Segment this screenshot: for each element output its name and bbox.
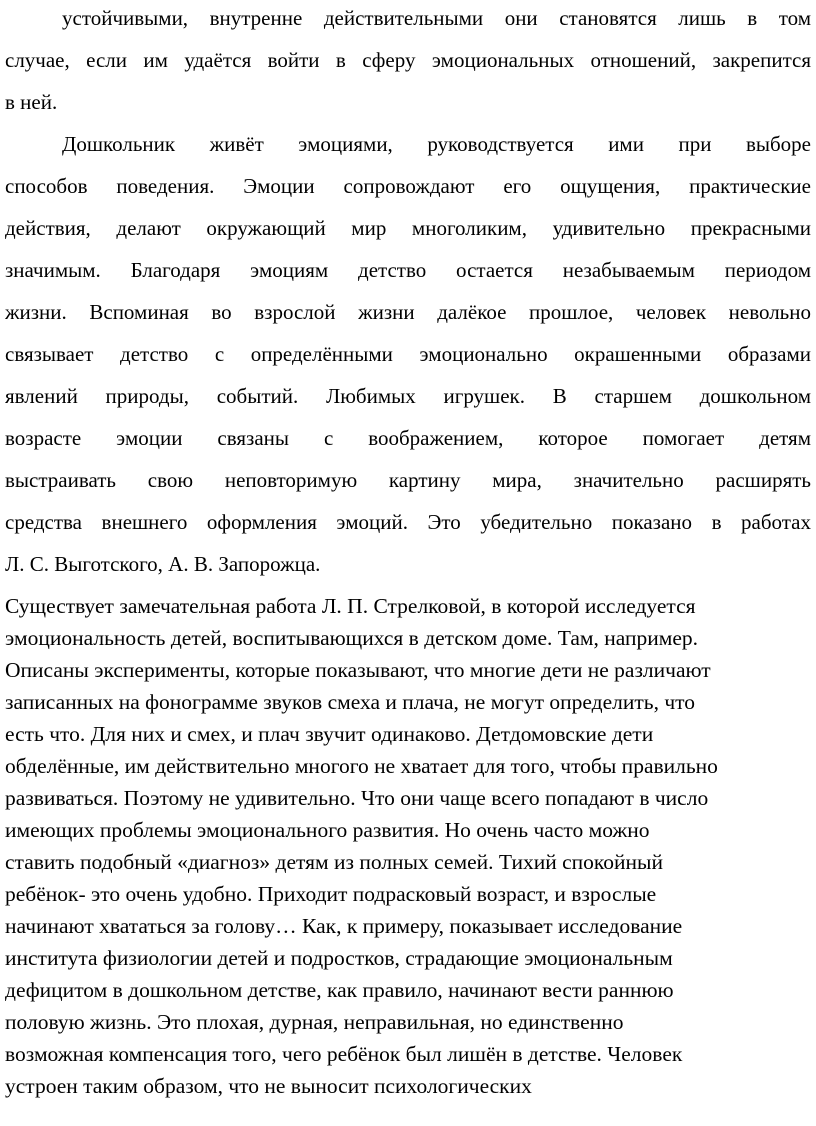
text-line: средства внешнего оформления эмоций. Это убедительно показано в работах: [5, 510, 811, 534]
text-line: значимым. Благодаря эмоциям детство остается незабываемым периодом: [5, 258, 811, 282]
text-line: связывает детство с определёнными эмоционально окрашенными образами: [5, 342, 811, 366]
text-line: развиваться. Поэтому не удивительно. Что они чаще всего попадают в число: [5, 786, 709, 810]
text-line: Описаны эксперименты, которые показывают, что многие дети не различают: [5, 658, 711, 682]
text-line: возрасте эмоции связаны с воображением, которое помогает детям: [5, 426, 811, 450]
text-line: Дошкольник живёт эмоциями, руководствуется ими при выборе: [62, 132, 811, 156]
text-line: записанных на фонограмме звуков смеха и плача, не могут определить, что: [5, 690, 696, 714]
text-line: ставить подобный «диагноз» детям из полных семей. Тихий спокойный: [5, 850, 663, 874]
text-line: явлений природы, событий. Любимых игрушек. В старшем дошкольном: [5, 384, 811, 408]
text-line: Л. С. Выготского, А. В. Запорожца.: [5, 552, 321, 576]
text-line: выстраивать свою неповторимую картину мира, значительно расширять: [5, 468, 811, 492]
text-line: дефицитом в дошкольном детстве, как правило, начинают вести раннюю: [5, 978, 674, 1002]
text-line: эмоциональность детей, воспитывающихся в детском доме. Там, например.: [5, 626, 699, 650]
text-line: института физиологии детей и подростков, страдающие эмоциональным: [5, 946, 673, 970]
text-line: способов поведения. Эмоции сопровождают его ощущения, практические: [5, 174, 811, 198]
text-line: действия, делают окружающий мир многоликим, удивительно прекрасными: [5, 216, 811, 240]
text-line: в ней.: [5, 90, 58, 114]
text-line: Существует замечательная работа Л. П. Стрелковой, в которой исследуется: [5, 594, 696, 618]
text-line: половую жизнь. Это плохая, дурная, неправильная, но единственно: [5, 1010, 624, 1034]
text-line: есть что. Для них и смех, и плач звучит одинаково. Детдомовские дети: [5, 722, 654, 746]
text-line: жизни. Вспоминая во взрослой жизни далёкое прошлое, человек невольно: [5, 300, 811, 324]
text-line: ребёнок- это очень удобно. Приходит подрасковый возраст, и взрослые: [5, 882, 657, 906]
text-line: обделённые, им действительно многого не хватает для того, чтобы правильно: [5, 754, 718, 778]
text-line: устойчивыми, внутренне действительными они становятся лишь в том: [62, 6, 811, 30]
text-line: случае, если им удаётся войти в сферу эмоциональных отношений, закрепится: [5, 48, 811, 72]
text-line: имеющих проблемы эмоционального развития. Но очень часто можно: [5, 818, 650, 842]
text-line: устроен таким образом, что не выносит психологических: [5, 1074, 532, 1098]
text-line: возможная компенсация того, чего ребёнок был лишён в детстве. Человек: [5, 1042, 683, 1066]
text-line: начинают хвататься за голову… Как, к примеру, показывает исследование: [5, 914, 683, 938]
